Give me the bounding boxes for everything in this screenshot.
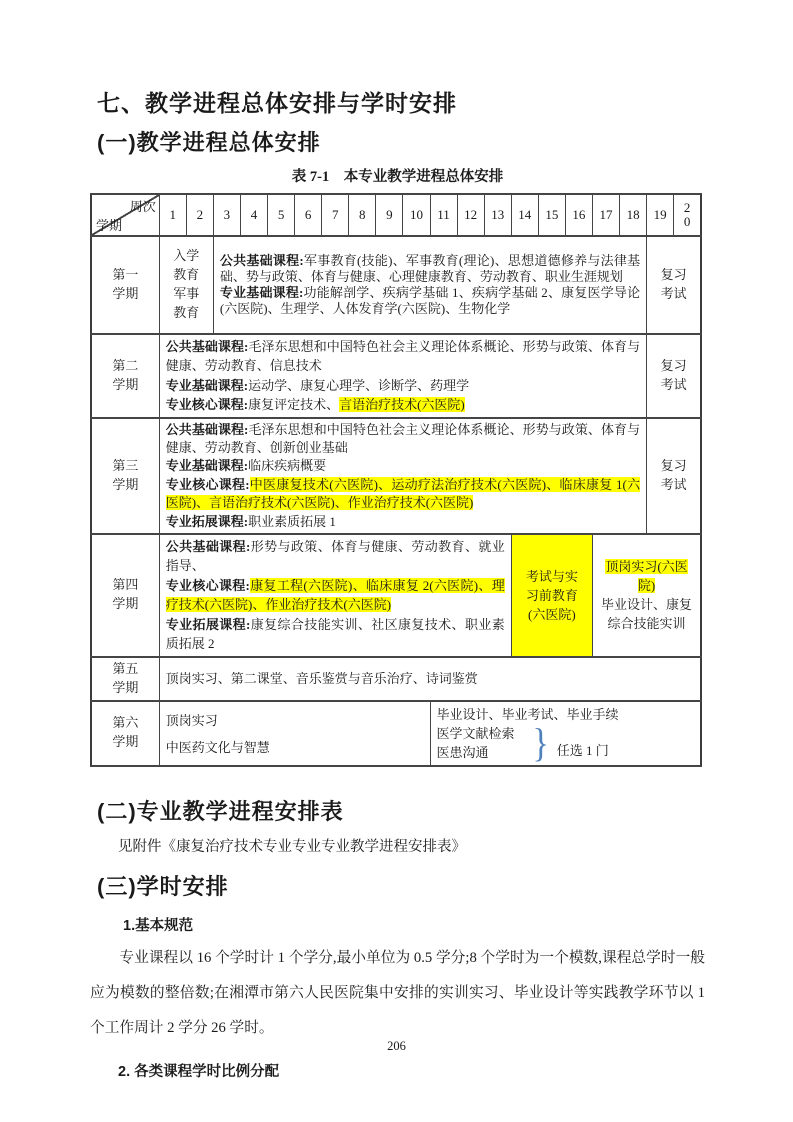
elective-option: 医学文献检索 [436,725,515,741]
course-block: 专业核心课程:中医康复技术(六医院)、运动疗法治疗技术(六医院)、临床康复 1(六医院)、言语治疗技术(六医院)、作业治疗技术(六医院) [165,476,641,511]
elective-options [436,720,695,766]
semester-1-row [91,236,701,334]
internship-highlight: 顶岗实习(六医院) [605,559,688,594]
graduation-line: 毕业设计、毕业考试、毕业手续 [436,706,619,722]
corner-week-label: 周次 [129,199,156,214]
semester-5-courses-cell: 顶岗实习、第二课堂、音乐鉴赏与音乐治疗、诗词鉴赏 [159,657,701,701]
week-cell: 17 [592,194,619,236]
section-3-heading: (三)学时安排 [97,873,229,899]
semester-3-label: 第三学期 [91,418,159,534]
semester-2-courses-cell [159,334,646,418]
week-cell: 19 [647,194,674,236]
semester-4-courses-cell [159,534,511,656]
semester-1-courses-cell [213,236,646,334]
semester-6-label: 第六学期 [91,701,159,766]
course-block: 公共基础课程:毛泽东思想和中国特色社会主义理论体系概论、形势与政策、体育与健康、劳动教育、创新创业基础 [165,421,641,456]
section-1-heading: (一)教学进程总体安排 [97,130,321,155]
semester-6-left-cell [159,701,430,766]
week-cell: 4 [240,194,267,236]
week-cell: 13 [484,194,511,236]
highlighted-course: 言语治疗技术(六医院) [339,397,465,413]
week-cell: 15 [538,194,565,236]
course-block: 公共基础课程:毛泽东思想和中国特色社会主义理论体系概论、形势与政策、体育与健康、劳动教育、信息技术 [165,339,641,374]
course-block: 专业拓展课程:职业素质拓展 1 [165,513,336,529]
semester-6-right-cell [430,701,701,766]
semester-5-label: 第五学期 [91,657,159,701]
week-cell: 10 [403,194,430,236]
week-cell: 16 [565,194,592,236]
review-exam-cell: 复习考试 [647,334,701,418]
course-block: 公共基础课程:形势与政策、体育与健康、劳动教育、就业指导、 [165,539,505,574]
week-cell: 20 [674,194,701,236]
week-cell: 12 [457,194,484,236]
week-cell: 6 [295,194,322,236]
table-caption: 表 7-1 本专业教学进程总体安排 [291,169,504,185]
semester-6-row [91,701,701,766]
course-line: 中医药文化与智慧 [165,740,270,756]
page-title: 七、教学进程总体安排与学时安排 [97,90,457,116]
semester-4-label: 第四学期 [91,534,159,656]
review-exam-cell: 复习考试 [647,418,701,534]
week-cell: 11 [430,194,457,236]
week-cell: 1 [159,194,186,236]
course-block: 专业基础课程:功能解剖学、疾病学基础 1、疾病学基础 2、康复医学导论(六医院)、生理学、人体发育学(六医院)、生物化学 [219,285,641,316]
semester-2-row [91,334,701,418]
week-cell: 9 [376,194,403,236]
body-paragraph: 专业课程以 16 个学时计 1 个学分,最小单位为 0.5 学分;8 个学时为一个模数,课程总学时一般应为模数的整倍数;在湘潭市第六人民医院集中安排的实训实习、毕业设计等实践教学环节以 1 个工作周计 2 学分 26 学时。 [90,949,705,1036]
internship-rest: 毕业设计、康复综合技能实训 [600,597,692,632]
table-header-row [91,194,701,236]
semester-3-courses-cell [159,418,646,534]
course-block: 公共基础课程:军事教育(技能)、军事教育(理论)、思想道德修养与法律基础、势与政策、体育与健康、心理健康教育、劳动教育、职业生涯规划 [219,253,641,284]
week-cell: 8 [349,194,376,236]
semester-5-row [91,657,701,701]
enrollment-military-education-cell: 入学教育军事教育 [159,236,213,334]
week-cell: 2 [186,194,213,236]
course-block: 专业核心课程:康复工程(六医院)、临床康复 2(六医院)、理疗技术(六医院)、作业治疗技术(六医院) [165,577,505,613]
review-exam-cell: 复习考试 [647,236,701,334]
semester-4-row [91,534,701,656]
internship-cell [592,534,701,656]
corner-semester-label: 学期 [96,218,123,233]
week-cell: 3 [213,194,240,236]
highlighted-course: 中医康复技术(六医院)、运动疗法治疗技术(六医院)、临床康复 1(六医院)、言语治疗技术(六医院)、作业治疗技术(六医院) [165,476,641,511]
course-block: 专业基础课程:运动学、康复心理学、诊断学、药理学 [165,377,470,393]
week-cell: 14 [511,194,538,236]
week-cell: 7 [322,194,349,236]
sub-heading-basic-rules: 1.基本规范 [123,917,194,934]
exam-pre-internship-cell: 考试与实习前教育(六医院) [511,534,592,656]
highlighted-course: 康复工程(六医院)、临床康复 2(六医院)、理疗技术(六医院)、作业治疗技术(六医院) [165,577,505,613]
section-2-heading: (二)专业教学进程安排表 [97,798,344,824]
course-block: 专业核心课程:康复评定技术、言语治疗技术(六医院) [165,397,465,413]
course-block: 专业基础课程:临床疾病概要 [165,458,327,474]
course-line: 顶岗实习 [165,712,218,728]
attachment-note: 见附件《康复治疗技术专业专业专业教学进程安排表》 [118,838,466,855]
corner-diagonal-cell [91,194,159,236]
week-cell: 5 [268,194,295,236]
page-number: 206 [387,1039,406,1053]
course-block: 专业拓展课程:康复综合技能实训、社区康复技术、职业素质拓展 2 [165,616,505,652]
semester-1-label: 第一学期 [91,236,159,334]
elective-option: 医患沟通 [436,745,489,761]
semester-2-label: 第二学期 [91,334,159,418]
semester-3-row [91,418,701,534]
brace-icon: } [531,720,549,766]
teaching-schedule-table [90,193,702,767]
week-cell: 18 [620,194,647,236]
sub-heading-hour-ratio: 2. 各类课程学时比例分配 [118,1063,280,1080]
elective-note: 任选 1 门 [556,742,609,758]
